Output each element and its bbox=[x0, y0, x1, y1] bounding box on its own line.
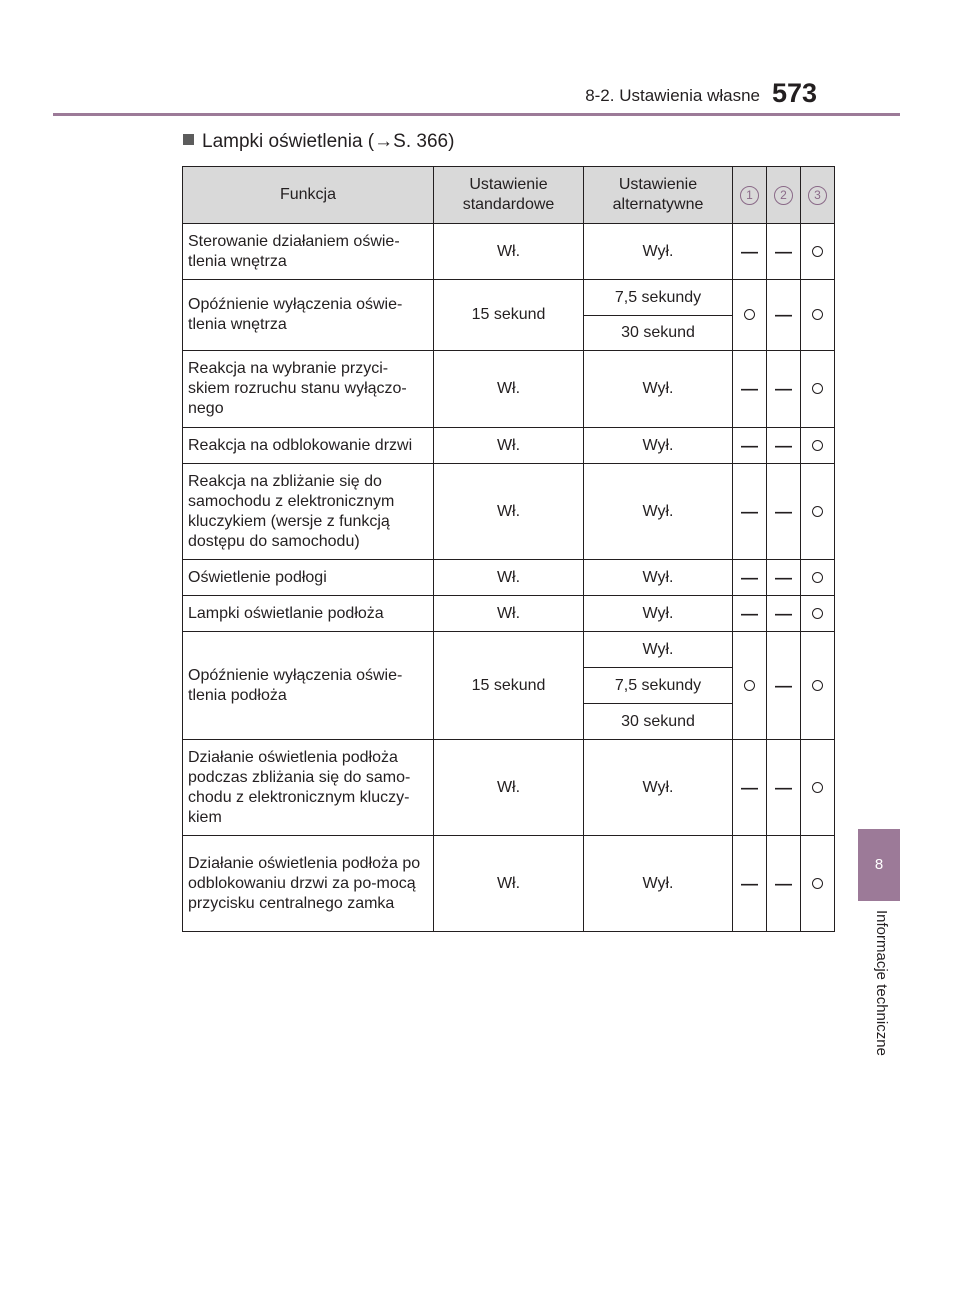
available-mark-icon bbox=[812, 608, 823, 619]
alternative-value-cell: 30 sekund bbox=[584, 316, 733, 351]
available-mark-icon bbox=[744, 309, 755, 320]
unavailable-mark: — bbox=[741, 603, 758, 623]
function-cell: Opóźnienie wyłączenia oświe-tlenia podłoża bbox=[183, 632, 434, 740]
alternative-value-cell: 7,5 sekundy bbox=[584, 668, 733, 704]
running-header: 8-2. Ustawienia własne bbox=[585, 86, 760, 105]
header-function: Funkcja bbox=[183, 167, 434, 224]
header-col-2 bbox=[767, 167, 801, 224]
available-mark-icon bbox=[812, 440, 823, 451]
available-mark-icon bbox=[812, 878, 823, 889]
unavailable-mark: — bbox=[741, 873, 758, 893]
table-header-row bbox=[183, 167, 835, 224]
alternative-value-cell: Wył. bbox=[584, 836, 733, 932]
unavailable-mark: — bbox=[775, 305, 792, 324]
table-row bbox=[183, 464, 835, 560]
available-mark-icon bbox=[812, 246, 823, 257]
mark-cell-1 bbox=[733, 836, 767, 932]
unavailable-mark: — bbox=[775, 379, 792, 398]
mark-cell-2 bbox=[767, 740, 801, 836]
available-mark-icon bbox=[812, 680, 823, 691]
circled-2-icon: 2 bbox=[774, 186, 793, 205]
header-rule bbox=[53, 113, 900, 116]
function-cell: Działanie oświetlenia podłoża po odblokowaniu drzwi za po-mocą przycisku centralnego zamka bbox=[183, 836, 434, 932]
function-cell: Reakcja na zbliżanie się do samochodu z elektronicznym kluczykiem (wersje z funkcją dostępu do samochodu) bbox=[183, 464, 434, 560]
function-cell: Lampki oświetlanie podłoża bbox=[183, 596, 434, 632]
mark-cell-3 bbox=[801, 596, 835, 632]
table-row bbox=[183, 596, 835, 632]
table-row bbox=[183, 836, 835, 932]
mark-cell-2 bbox=[767, 596, 801, 632]
available-mark-icon bbox=[812, 506, 823, 517]
circled-3-icon: 3 bbox=[808, 186, 827, 205]
mark-cell-3 bbox=[801, 560, 835, 596]
page-reference-link[interactable]: S. 366) bbox=[393, 131, 455, 152]
mark-cell-3 bbox=[801, 428, 835, 464]
mark-cell-3 bbox=[801, 632, 835, 740]
table-row bbox=[183, 560, 835, 596]
alternative-value-cell: Wył. bbox=[584, 224, 733, 280]
standard-value-cell: Wł. bbox=[434, 464, 584, 560]
function-cell: Oświetlenie podłogi bbox=[183, 560, 434, 596]
alternative-value-cell: 7,5 sekundy bbox=[584, 280, 733, 316]
available-mark-icon bbox=[812, 383, 823, 394]
table-row bbox=[183, 632, 835, 668]
alternative-value-cell: 30 sekund bbox=[584, 704, 733, 740]
table-row bbox=[183, 280, 835, 316]
header-col-1 bbox=[733, 167, 767, 224]
mark-cell-3 bbox=[801, 280, 835, 351]
function-cell: Reakcja na odblokowanie drzwi bbox=[183, 428, 434, 464]
table-row bbox=[183, 224, 835, 280]
standard-value-cell: Wł. bbox=[434, 836, 584, 932]
standard-value-cell: Wł. bbox=[434, 351, 584, 428]
standard-value-cell: Wł. bbox=[434, 224, 584, 280]
standard-value-cell: 15 sekund bbox=[434, 632, 584, 740]
standard-value-cell: 15 sekund bbox=[434, 280, 584, 351]
header-col-3 bbox=[801, 167, 835, 224]
available-mark-icon bbox=[744, 680, 755, 691]
chapter-tab: 8 bbox=[858, 829, 900, 901]
circled-1-icon: 1 bbox=[740, 186, 759, 205]
standard-value-cell: Wł. bbox=[434, 596, 584, 632]
mark-cell-1 bbox=[733, 560, 767, 596]
unavailable-mark: — bbox=[741, 241, 758, 261]
alternative-value-cell: Wył. bbox=[584, 351, 733, 428]
alternative-value-cell: Wył. bbox=[584, 428, 733, 464]
mark-cell-1 bbox=[733, 464, 767, 560]
section-title-text: Lampki oświetlenia ( bbox=[202, 131, 375, 152]
unavailable-mark: — bbox=[775, 501, 792, 521]
arrow-icon: → bbox=[374, 131, 394, 152]
available-mark-icon bbox=[812, 782, 823, 793]
chapter-label: Informacje techniczne bbox=[873, 910, 890, 1056]
mark-cell-1 bbox=[733, 632, 767, 740]
function-cell: Reakcja na wybranie przyci-skiem rozruchu stanu wyłączo-nego bbox=[183, 351, 434, 428]
mark-cell-3 bbox=[801, 224, 835, 280]
mark-cell-2 bbox=[767, 280, 801, 351]
alternative-value-cell: Wył. bbox=[584, 464, 733, 560]
alternative-value-cell: Wył. bbox=[584, 632, 733, 668]
standard-value-cell: Wł. bbox=[434, 740, 584, 836]
mark-cell-3 bbox=[801, 464, 835, 560]
standard-value-cell: Wł. bbox=[434, 428, 584, 464]
settings-table bbox=[182, 166, 835, 932]
mark-cell-2 bbox=[767, 428, 801, 464]
unavailable-mark: — bbox=[741, 379, 758, 398]
mark-cell-1 bbox=[733, 428, 767, 464]
unavailable-mark: — bbox=[775, 675, 792, 695]
function-cell: Działanie oświetlenia podłoża podczas zbliżania się do samo-chodu z elektronicznym kluczy-kiem bbox=[183, 740, 434, 836]
header-alternative: Ustawienie alternatywne bbox=[584, 167, 733, 224]
standard-value-cell: Wł. bbox=[434, 560, 584, 596]
mark-cell-1 bbox=[733, 740, 767, 836]
mark-cell-2 bbox=[767, 632, 801, 740]
mark-cell-1 bbox=[733, 596, 767, 632]
table-row bbox=[183, 740, 835, 836]
mark-cell-2 bbox=[767, 464, 801, 560]
mark-cell-3 bbox=[801, 836, 835, 932]
mark-cell-2 bbox=[767, 836, 801, 932]
table-row bbox=[183, 428, 835, 464]
mark-cell-2 bbox=[767, 560, 801, 596]
unavailable-mark: — bbox=[775, 777, 792, 797]
table-body bbox=[183, 224, 835, 932]
unavailable-mark: — bbox=[741, 501, 758, 521]
mark-cell-1 bbox=[733, 224, 767, 280]
mark-cell-3 bbox=[801, 351, 835, 428]
mark-cell-3 bbox=[801, 740, 835, 836]
available-mark-icon bbox=[812, 309, 823, 320]
mark-cell-1 bbox=[733, 351, 767, 428]
unavailable-mark: — bbox=[741, 567, 758, 587]
alternative-value-cell: Wył. bbox=[584, 560, 733, 596]
unavailable-mark: — bbox=[775, 873, 792, 893]
page-number: 573 bbox=[772, 78, 818, 108]
alternative-value-cell: Wył. bbox=[584, 740, 733, 836]
available-mark-icon bbox=[812, 572, 823, 583]
square-bullet-icon bbox=[183, 134, 194, 145]
unavailable-mark: — bbox=[775, 241, 792, 261]
mark-cell-2 bbox=[767, 224, 801, 280]
header-standard: Ustawienie standardowe bbox=[434, 167, 584, 224]
mark-cell-2 bbox=[767, 351, 801, 428]
function-cell: Sterowanie działaniem oświe-tlenia wnętrza bbox=[183, 224, 434, 280]
unavailable-mark: — bbox=[775, 603, 792, 623]
function-cell: Opóźnienie wyłączenia oświe-tlenia wnętrza bbox=[183, 280, 434, 351]
table-row bbox=[183, 351, 835, 428]
alternative-value-cell: Wył. bbox=[584, 596, 733, 632]
section-title bbox=[183, 131, 454, 153]
mark-cell-1 bbox=[733, 280, 767, 351]
unavailable-mark: — bbox=[741, 435, 758, 455]
unavailable-mark: — bbox=[741, 777, 758, 797]
unavailable-mark: — bbox=[775, 435, 792, 455]
unavailable-mark: — bbox=[775, 567, 792, 587]
